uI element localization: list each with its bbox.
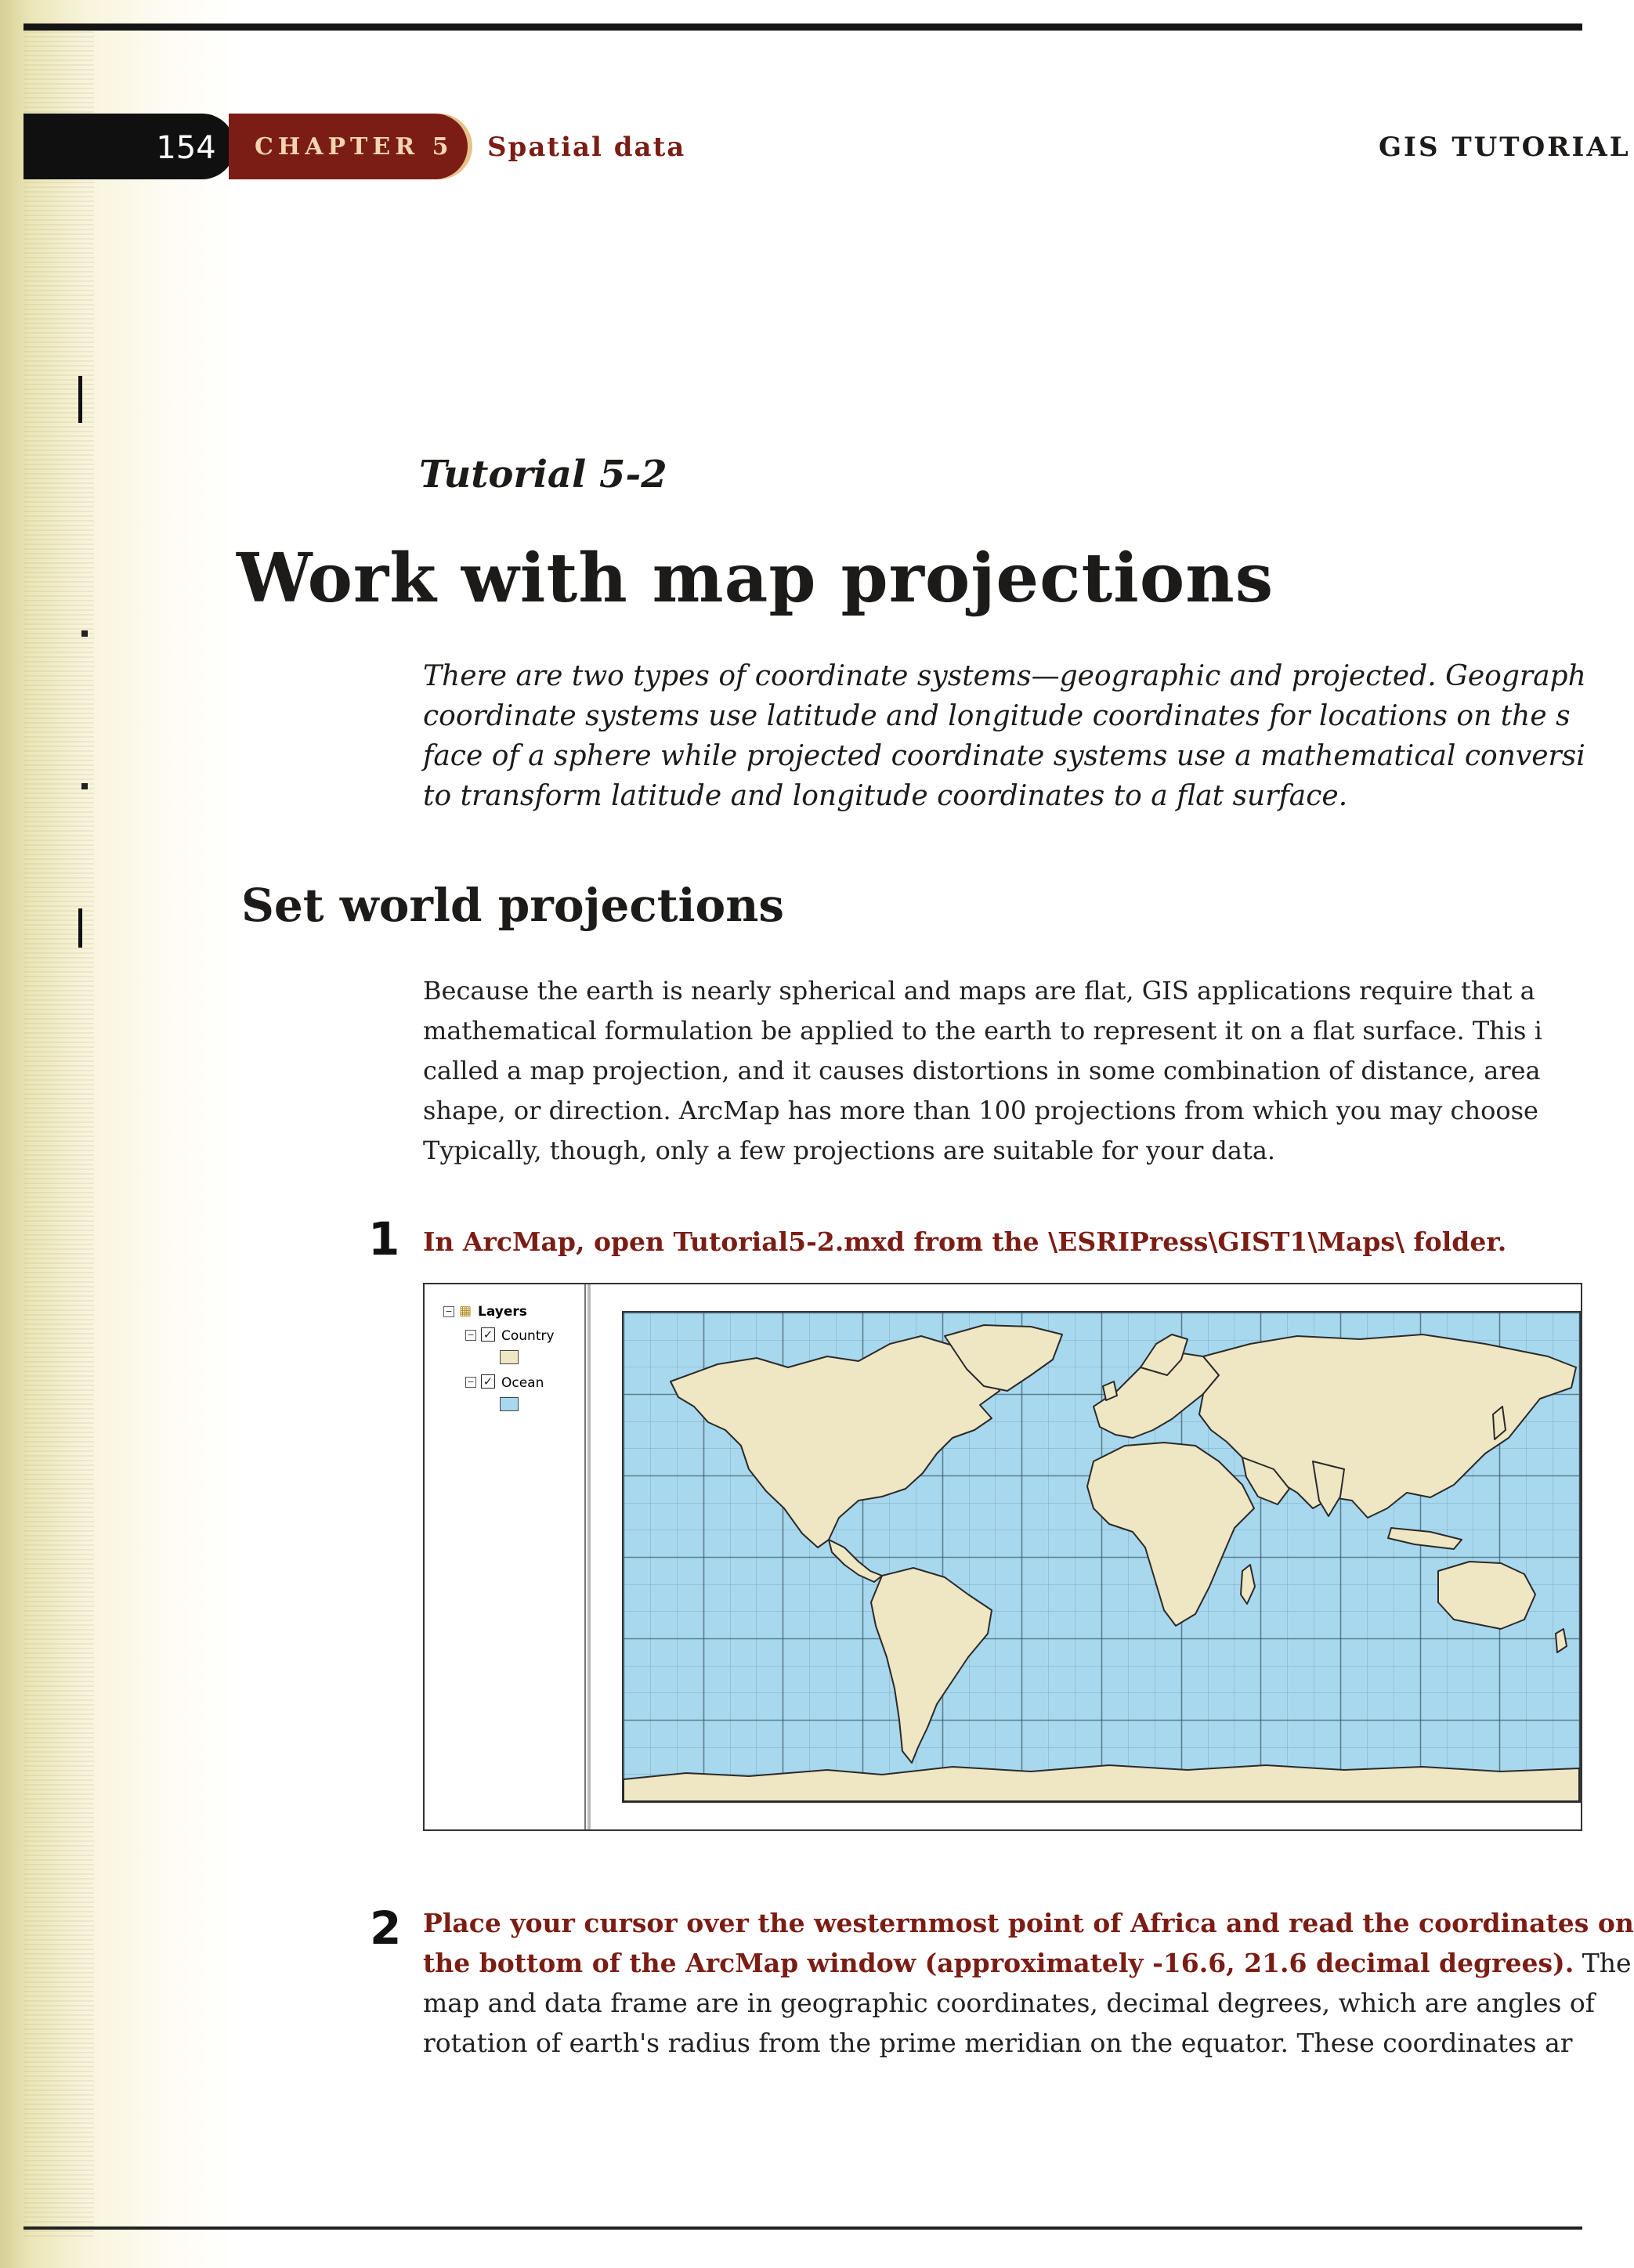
collapse-icon[interactable]: − xyxy=(465,1330,476,1341)
tutorial-label: Tutorial 5-2 xyxy=(419,453,667,497)
running-title: GIS TUTORIAL xyxy=(1379,132,1631,163)
step-2-line: map and data frame are in geographic coordinates, decimal degrees, which are angles of xyxy=(423,1988,1596,2018)
layer-checkbox[interactable]: ✓ xyxy=(481,1327,495,1342)
intro-line: face of a sphere while projected coordinate systems use a mathematical conversi xyxy=(423,740,1585,772)
step-1-text xyxy=(423,1222,1582,1262)
page-number: 154 xyxy=(156,130,216,166)
body-line: Typically, though, only a few projections are suitable for your data. xyxy=(423,1136,1276,1165)
body-line: Because the earth is nearly spherical and maps are flat, GIS applications require that a xyxy=(423,976,1535,1006)
layer-checkbox[interactable]: ✓ xyxy=(481,1374,495,1389)
speck xyxy=(81,783,88,789)
chapter-label: CHAPTER 5 xyxy=(255,133,454,161)
intro-line: to transform latitude and longitude coordinates to a flat surface. xyxy=(423,780,1348,812)
body-line: shape, or direction. ArcMap has more than 100 projections from which you may choose xyxy=(423,1096,1538,1125)
step-2-line xyxy=(423,1943,1632,1983)
step-2-emph: the bottom of the ArcMap window (approximately -16.6, 21.6 decimal degrees). xyxy=(423,1948,1574,1978)
toc-layer-label[interactable]: Ocean xyxy=(501,1375,544,1391)
intro-line: coordinate systems use latitude and longitude coordinates for locations on the s xyxy=(423,700,1571,732)
layer-swatch xyxy=(500,1350,519,1364)
binding-texture xyxy=(23,31,94,2240)
pane-splitter[interactable] xyxy=(587,1284,591,1829)
arcmap-screenshot xyxy=(423,1283,1582,1831)
map-display[interactable] xyxy=(622,1311,1581,1803)
edge-mark xyxy=(78,376,82,423)
section-title: Set world projections xyxy=(241,879,785,932)
table-of-contents xyxy=(425,1284,586,1829)
step-2-plain: The xyxy=(1574,1948,1632,1978)
body-line: called a map projection, and it causes distortions in some combination of distance, area xyxy=(423,1056,1541,1085)
layer-swatch xyxy=(500,1397,519,1411)
layers-icon: ▦ xyxy=(459,1303,472,1319)
bottom-rule xyxy=(23,2226,1582,2230)
step-number: 2 xyxy=(370,1901,402,1955)
top-rule xyxy=(23,23,1582,31)
collapse-icon[interactable]: − xyxy=(443,1306,454,1317)
step-2-text xyxy=(423,1903,1634,2063)
step-number: 1 xyxy=(368,1212,400,1266)
edge-mark xyxy=(78,908,82,948)
step-2-line: rotation of earth's radius from the prime meridian on the equator. These coordinates ar xyxy=(423,2028,1573,2058)
intro-line: There are two types of coordinate systems—geographic and projected. Geograph xyxy=(423,660,1586,692)
step-1-instruction: In ArcMap, open Tutorial5-2.mxd from the \ESRIPress\GIST1\Maps\ folder. xyxy=(423,1226,1507,1257)
world-map xyxy=(624,1313,1579,1801)
collapse-icon[interactable]: − xyxy=(465,1377,476,1388)
speck xyxy=(81,630,88,637)
page-title: Work with map projections xyxy=(237,539,1274,618)
toc-root-label[interactable]: Layers xyxy=(478,1304,527,1320)
step-2-line: Place your cursor over the westernmost point of Africa and read the coordinates on xyxy=(423,1908,1634,1938)
australia-landmass xyxy=(1438,1562,1535,1629)
intro-paragraph xyxy=(423,656,1586,816)
section-label: Spatial data xyxy=(487,132,686,163)
body-line: mathematical formulation be applied to the earth to represent it on a flat surface. This i xyxy=(423,1016,1542,1046)
toc-layer-label[interactable]: Country xyxy=(501,1328,555,1344)
body-paragraph xyxy=(423,971,1582,1171)
